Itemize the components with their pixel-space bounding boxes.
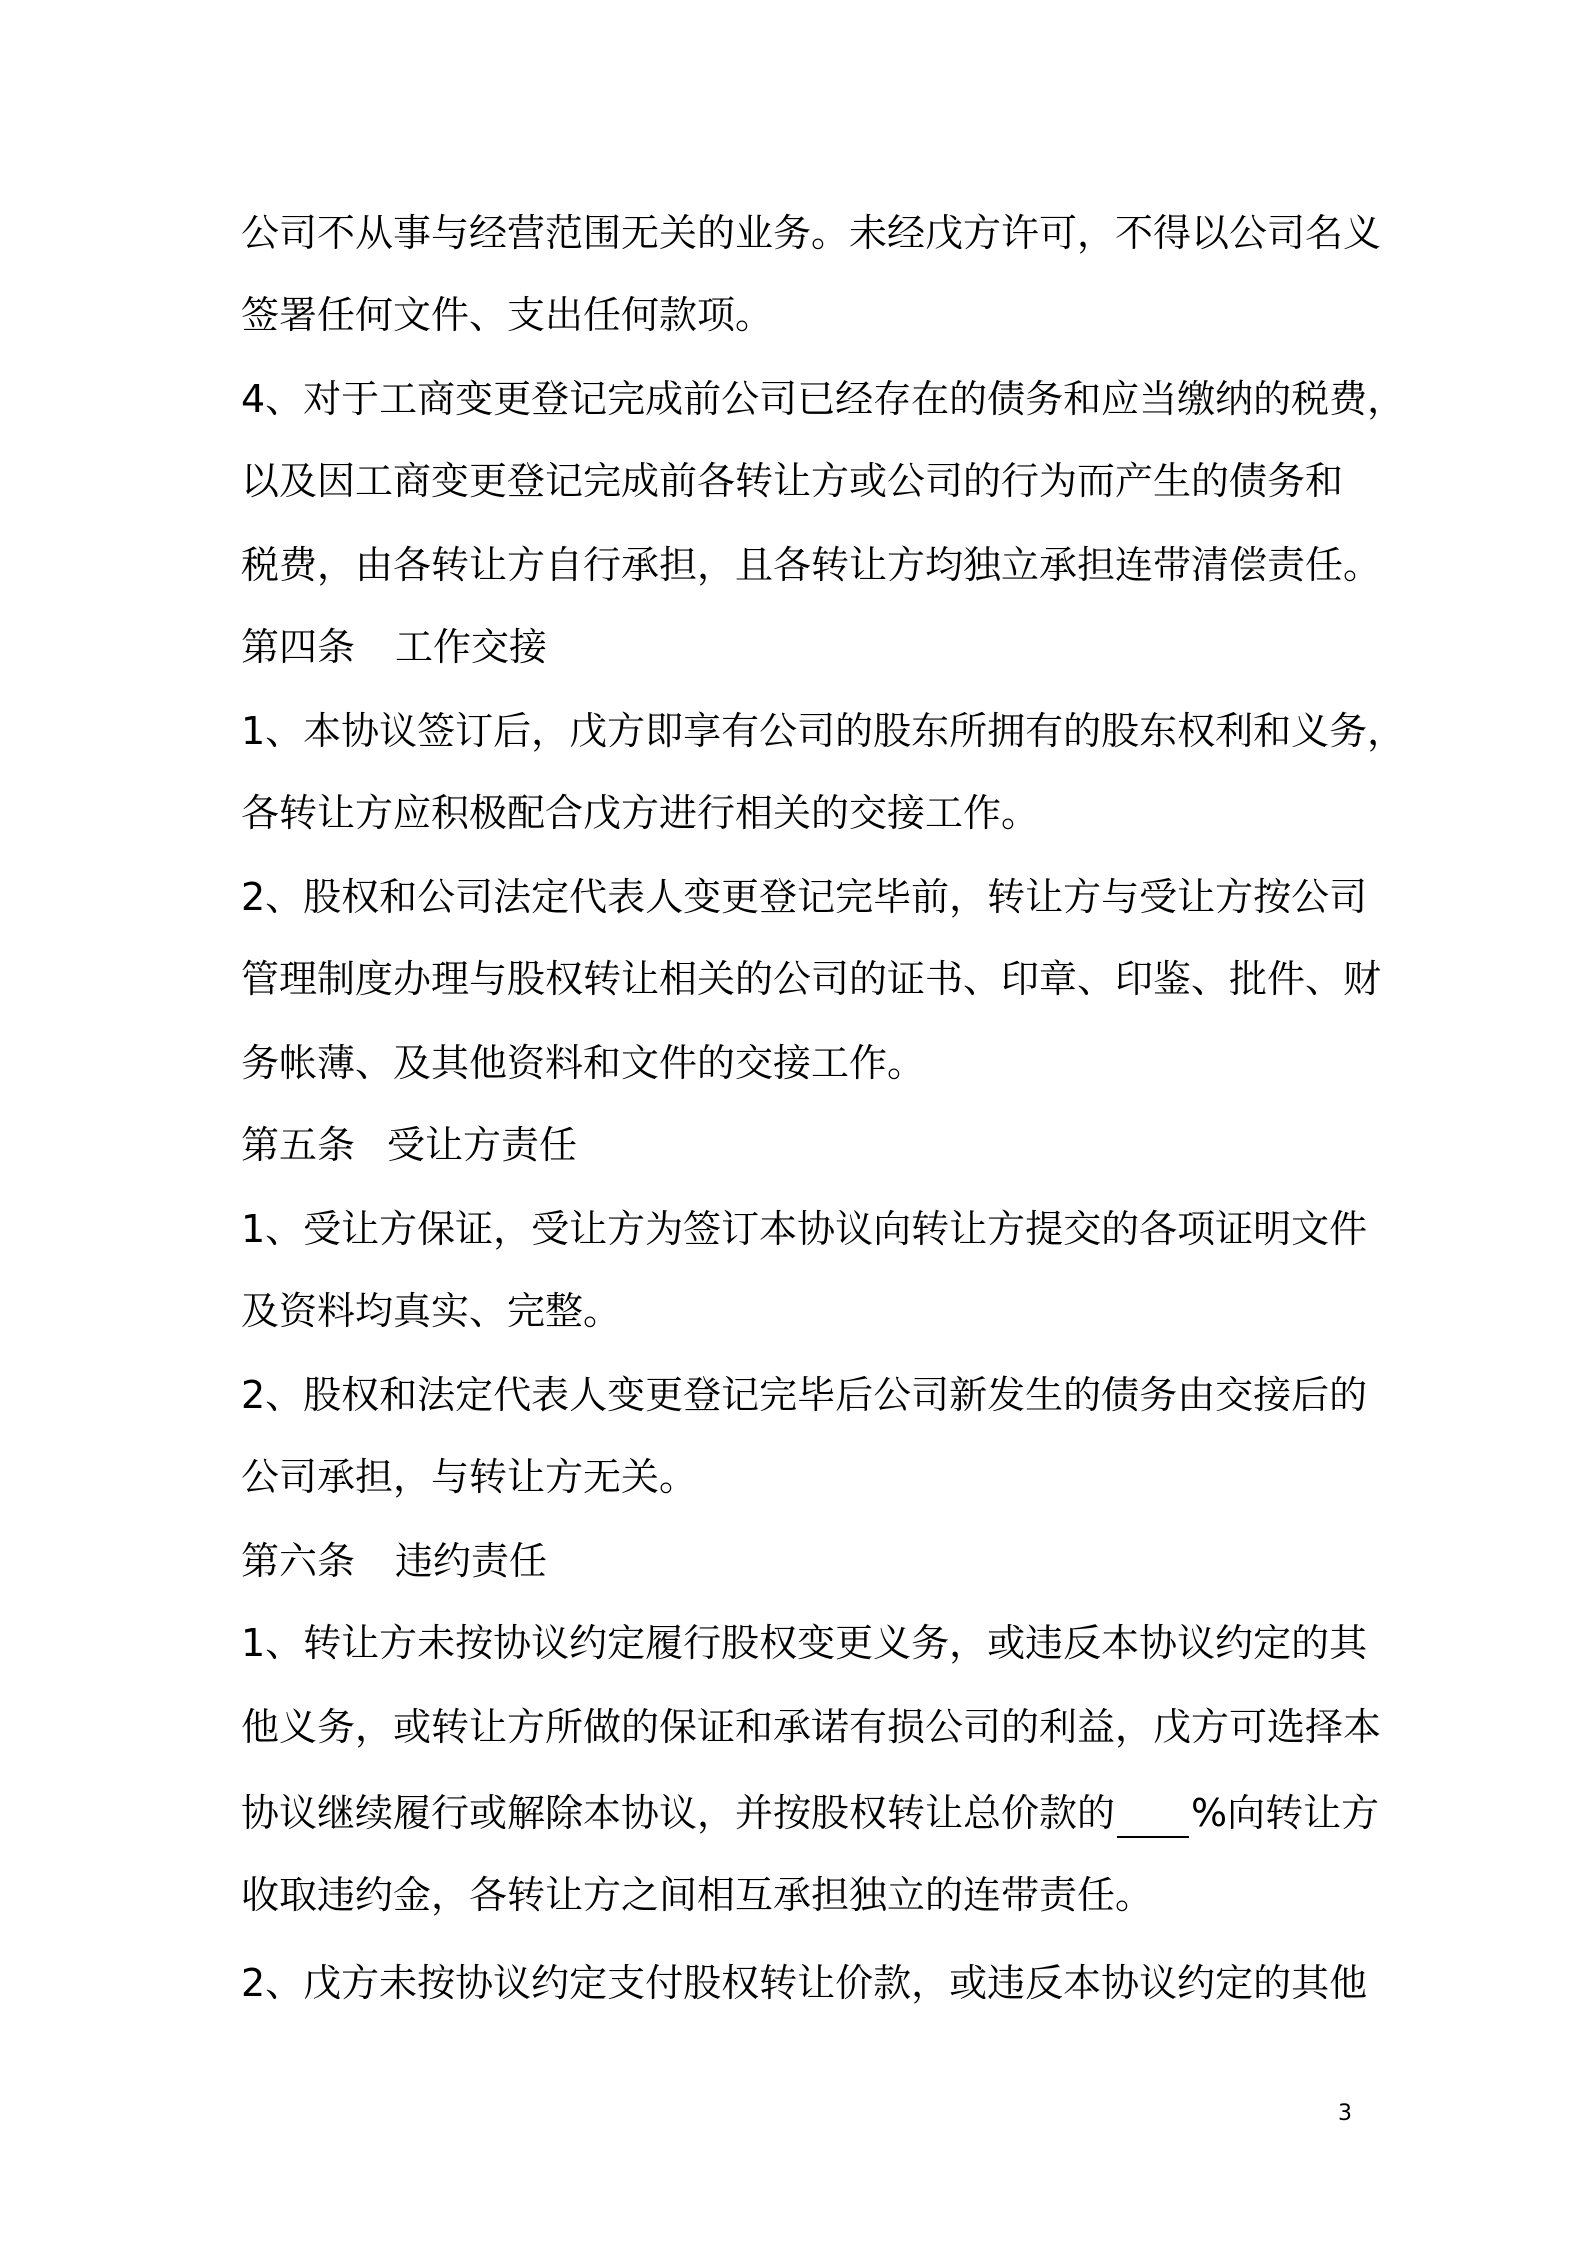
text-line: 及资料均真实、完整。 <box>241 1289 622 1333</box>
text-line-with-blank <box>241 1788 1380 1838</box>
article-title: 违约责任 <box>395 1539 548 1583</box>
page-number: 3 <box>1338 2101 1352 2126</box>
article-title: 工作交接 <box>395 625 548 669</box>
text-line: 公司不从事与经营范围无关的业务。未经戊方许可，不得以公司名义 <box>241 211 1382 255</box>
text-after-blank: %向转让方 <box>1191 1791 1380 1835</box>
text-line: 管理制度办理与股权转让相关的公司的证书、印章、印鉴、批件、财 <box>241 957 1382 1001</box>
text-line: 1、转让方未按协议约定履行股权变更义务，或违反本协议约定的其 <box>241 1621 1368 1665</box>
text-line: 4、对于工商变更登记完成前公司已经存在的债务和应当缴纳的税费， <box>241 377 1406 421</box>
article-5-heading <box>241 1120 1361 1170</box>
article-4-heading <box>241 622 1361 672</box>
fill-in-blank[interactable] <box>1117 1796 1189 1838</box>
text-line: 2、股权和法定代表人变更登记完毕后公司新发生的债务由交接后的 <box>241 1373 1368 1417</box>
article-number: 第四条 <box>241 625 356 669</box>
article-number: 第五条 <box>241 1123 356 1167</box>
text-line: 1、受让方保证，受让方为签订本协议向转让方提交的各项证明文件 <box>241 1207 1368 1251</box>
text-line: 公司承担，与转让方无关。 <box>241 1455 698 1499</box>
text-before-blank: 协议继续履行或解除本协议，并按股权转让总价款的 <box>241 1791 1116 1835</box>
text-line: 务帐薄、及其他资料和文件的交接工作。 <box>241 1041 926 1085</box>
text-line: 各转让方应积极配合戊方进行相关的交接工作。 <box>241 791 1040 835</box>
article-title: 受让方责任 <box>387 1123 578 1167</box>
text-line: 收取违约金，各转让方之间相互承担独立的连带责任。 <box>241 1873 1154 1917</box>
text-line: 1、本协议签订后，戊方即享有公司的股东所拥有的股东权利和义务， <box>241 709 1406 753</box>
article-number: 第六条 <box>241 1539 356 1583</box>
text-line: 2、戊方未按协议约定支付股权转让价款，或违反本协议约定的其他 <box>241 1961 1368 2005</box>
text-line: 他义务，或转让方所做的保证和承诺有损公司的利益，戊方可选择本 <box>241 1705 1382 1749</box>
text-line: 以及因工商变更登记完成前各转让方或公司的行为而产生的债务和 <box>241 459 1344 503</box>
text-line: 税费，由各转让方自行承担，且各转让方均独立承担连带清偿责任。 <box>241 543 1382 587</box>
text-line: 2、股权和公司法定代表人变更登记完毕前，转让方与受让方按公司 <box>241 875 1368 919</box>
article-6-heading <box>241 1536 1361 1586</box>
text-line: 签署任何文件、支出任何款项。 <box>241 293 774 337</box>
